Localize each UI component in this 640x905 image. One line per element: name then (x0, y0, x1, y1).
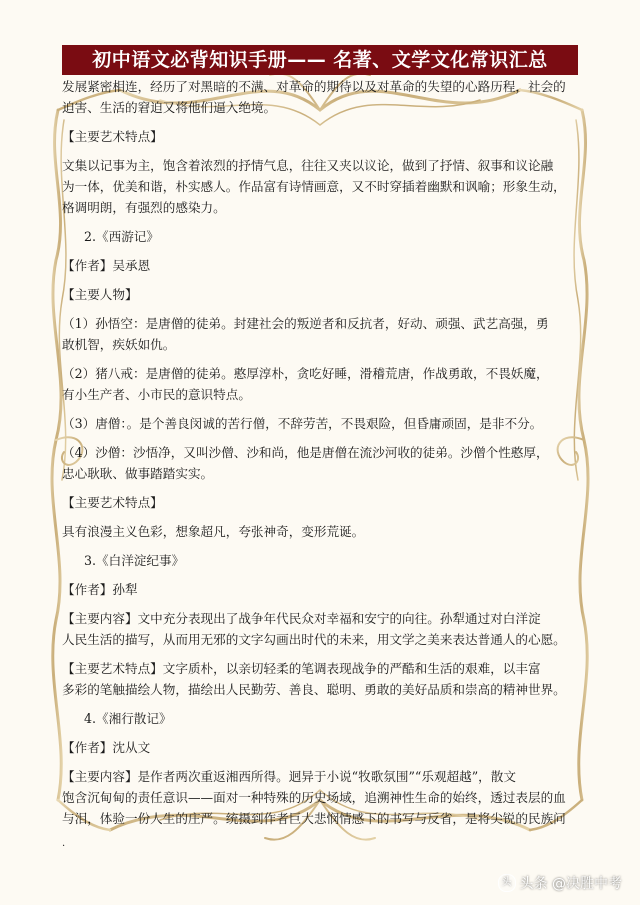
text-line: 为一体，优美和谐，朴实感人。作品富有诗情画意，又不时穿插着幽默和讽喻；形象生动， (62, 179, 566, 194)
book-heading: 4.《湘行散记》 (84, 711, 172, 726)
author-line: 【作者】孙犁 (62, 582, 138, 597)
section-heading: 【主要人物】 (62, 287, 138, 302)
author-line: 【作者】沈从文 (62, 740, 151, 755)
text-line: 多彩的笔触描绘人物，描绘出人民勤劳、善良、聪明、勇敢的美好品质和崇高的精神世界。 (62, 682, 566, 697)
author-line: 【作者】吴承恩 (62, 258, 151, 273)
page-title: 初中语文必背知识手册—— 名著、文学文化常识汇总 (62, 45, 578, 75)
document-body (62, 76, 578, 829)
text-line: 文集以记事为主，饱含着浓烈的抒情气息，往往又夹以议论，做到了抒情、叙事和议论融 (62, 158, 554, 173)
text-line: 发展紧密相连，经历了对黑暗的不满、对革命的期待以及对革命的失望的心路历程，社会的 (62, 79, 566, 94)
watermark (498, 873, 622, 893)
text-line: 饱含沉甸甸的责任意识——面对一种特殊的历史场域，追溯神性生命的始终，透过表层的血 (62, 790, 566, 805)
watermark-text: 头条 @决胜中考 (519, 876, 622, 892)
text-line: 【主要内容】文中充分表现出了战争年代民众对幸福和安宁的向往。孙犁通过对白洋淀 (62, 611, 541, 626)
text-line: 有小生产者、小市民的意识特点。 (62, 387, 251, 402)
section-heading: 【主要艺术特点】 (62, 129, 163, 144)
text-line: 【主要艺术特点】文字质朴，以亲切轻柔的笔调表现战争的严酷和生活的艰难，以丰富 (62, 661, 541, 676)
text-line: （3）唐僧：。是个善良闵诚的苦行僧，不辞劳苦，不畏艰险，但昏庸顽固，是非不分。 (62, 416, 543, 431)
text-line: 与泪，体验一份人生的庄严。统摄到作者巨大悲悯情感下的书写与反省，是将尖锐的民族问 (62, 811, 566, 826)
book-heading: 3.《白洋淀纪事》 (84, 553, 185, 568)
text-line: （1）孙悟空：是唐僧的徒弟。封建社会的叛逆者和反抗者，好动、顽强、武艺高强，勇 (62, 316, 549, 331)
text-line: 具有浪漫主义色彩，想象超凡，夸张神奇，变形荒诞。 (62, 524, 365, 539)
text-line: （2）猪八戒：是唐僧的徒弟。憨厚淳朴，贪吃好睡，滑稽荒唐，作战勇敢，不畏妖魔， (62, 366, 549, 381)
text-line: 人民生活的描写，从而用无邪的文字勾画出时代的未来，用文学之美来表达普通人的心愿。 (62, 632, 566, 647)
text-line: （4）沙僧：沙悟净，又叫沙僧、沙和尚，他是唐僧在流沙河收的徒弟。沙僧个性憨厚， (62, 445, 549, 460)
text-line: 【主要内容】是作者两次重返湘西所得。迥异于小说“牧歌氛围”“乐观超越”，散文 (62, 769, 516, 784)
text-line: 迫害、生活的窘迫又将他们逼入绝境。 (62, 100, 277, 115)
text-line: 忠心耿耿、做事踏踏实实。 (62, 466, 214, 481)
section-heading: 【主要艺术特点】 (62, 495, 163, 510)
toutiao-logo-icon: 头 (498, 874, 516, 892)
text-line: 格调明朗，有强烈的感染力。 (62, 200, 226, 215)
text-line: 敢机智，疾妖如仇。 (62, 337, 176, 352)
stray-dot: . (62, 838, 66, 849)
book-heading: 2.《西游记》 (84, 229, 159, 244)
